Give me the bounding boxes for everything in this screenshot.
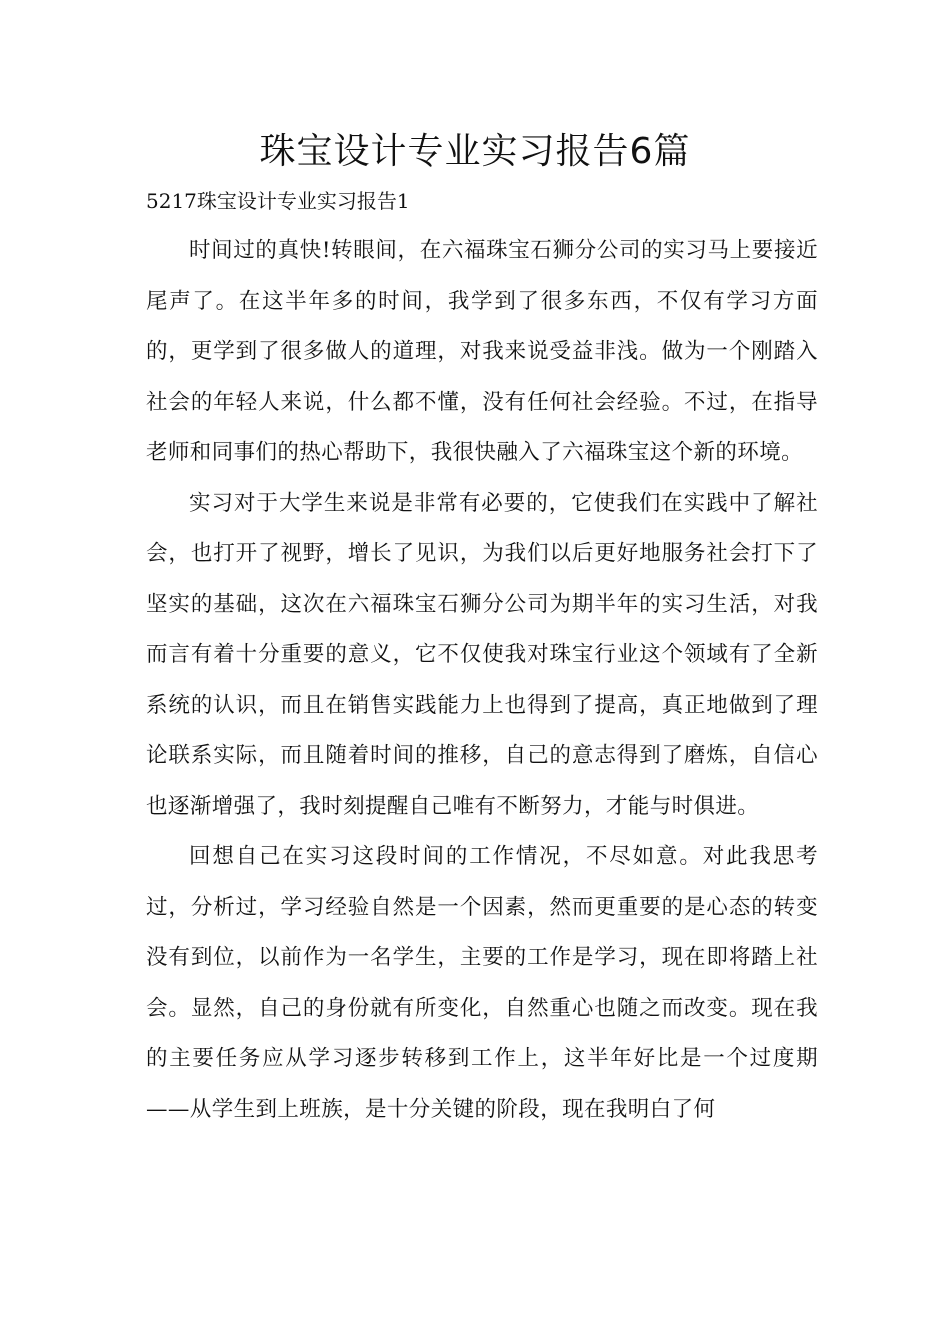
- document-subtitle: 5217珠宝设计专业实习报告1: [146, 189, 410, 213]
- paragraph: 实习对于大学生来说是非常有必要的，它使我们在实践中了解社会，也打开了视野，增长了见识，为我们以后更好地服务社会打下了坚实的基础，这次在六福珠宝石狮分公司为期半年的实习生活，对我而言有着十分重要的意义，它不仅使我对珠宝行业这个领域有了全新系统的认识，而且在销售实践能力上也得到了提高，真正地做到了理论联系实际，而且随着时间的推移，自己的意志得到了磨炼，自信心也逐渐增强了，我时刻提醒自己唯有不断努力，才能与时俱进。: [146, 490, 818, 819]
- paragraph: 时间过的真快!转眼间，在六福珠宝石狮分公司的实习马上要接近尾声了。在这半年多的时间，我学到了很多东西，不仅有学习方面的，更学到了很多做人的道理，对我来说受益非浅。做为一个刚踏入社会的年轻人来说，什么都不懂，没有任何社会经验。不过，在指导老师和同事们的热心帮助下，我很快融入了六福珠宝这个新的环境。: [146, 238, 818, 465]
- paragraph: 回想自己在实习这段时间的工作情况，不尽如意。对此我思考过，分析过，学习经验自然是一个因素，然而更重要的是心态的转变没有到位，以前作为一名学生，主要的工作是学习，现在即将踏上社会。显然，自己的身份就有所变化，自然重心也随之而改变。现在我的主要任务应从学习逐步转移到工作上，这半年好比是一个过度期——从学生到上班族，是十分关键的阶段，现在我明白了何: [146, 844, 818, 1122]
- document-title: 珠宝设计专业实习报告6篇: [259, 131, 691, 172]
- document-body: [146, 226, 818, 1135]
